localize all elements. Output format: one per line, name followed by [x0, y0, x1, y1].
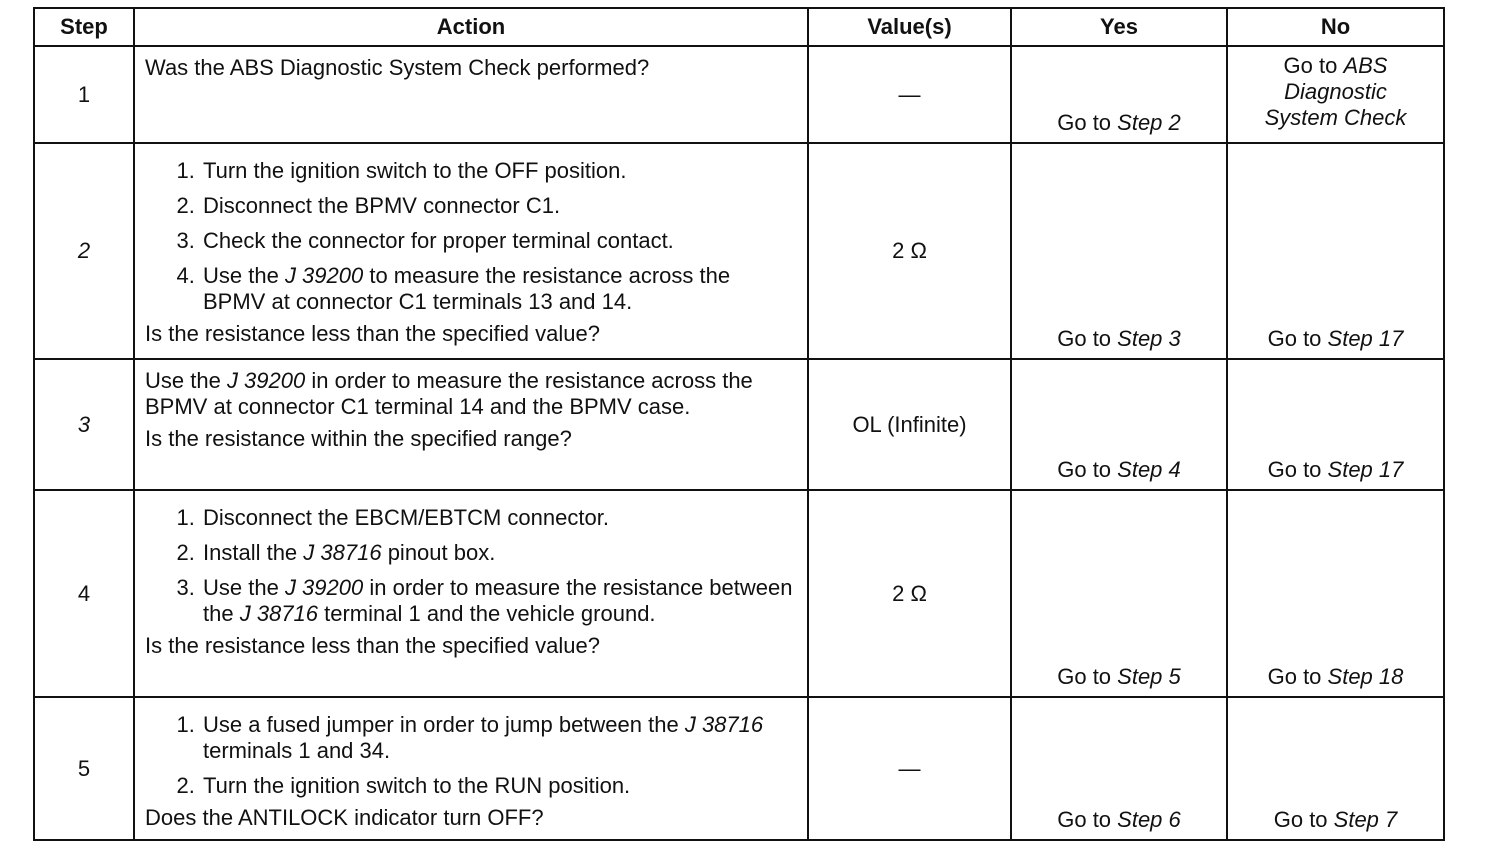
header-no: No [1227, 8, 1444, 46]
table-row [34, 697, 1444, 840]
no-cell [1227, 46, 1444, 143]
header-action: Action [134, 8, 808, 46]
yes-prefix: Go to [1057, 457, 1118, 482]
action-step-text: to measure the resistance across the BPMV at connector C1 terminals 13 and 14. [203, 263, 731, 314]
action-question: Is the resistance less than the specified value? [145, 321, 600, 346]
no-cell [1227, 490, 1444, 697]
no-prefix: Go to [1267, 457, 1328, 482]
no-target-link[interactable]: Step 17 [1327, 457, 1404, 482]
action-step: 2. Turn the ignition switch to the RUN position. [201, 773, 797, 799]
yes-prefix: Go to [1057, 326, 1118, 351]
action-step: 1. Disconnect the EBCM/EBTCM connector. [201, 505, 797, 531]
action-step: 1. Turn the ignition switch to the OFF position. [201, 158, 797, 184]
yes-cell [1011, 490, 1227, 697]
value-cell: OL (Infinite) [808, 359, 1011, 490]
action-step: 2. Disconnect the BPMV connector C1. [201, 193, 797, 219]
tool-reference: J 39200 [284, 575, 364, 600]
tool-reference: J 38716 [303, 540, 382, 565]
no-target-link-line3[interactable]: System Check [1264, 104, 1407, 130]
tool-reference: J 38716 [239, 601, 318, 626]
table-row [34, 490, 1444, 697]
yes-target-link[interactable]: Step 6 [1117, 807, 1181, 832]
action-cell [134, 359, 808, 490]
value-cell: — [808, 697, 1011, 840]
action-step-text: Use a fused jumper in order to jump between the [203, 712, 685, 737]
header-yes: Yes [1011, 8, 1227, 46]
action-cell [134, 490, 808, 697]
action-step-text: Use the [203, 575, 285, 600]
action-step [201, 540, 797, 566]
no-cell [1227, 359, 1444, 490]
action-question: Is the resistance less than the specified value? [145, 633, 600, 658]
no-prefix: Go to [1273, 807, 1334, 832]
action-step-text: terminals 1 and 34. [203, 738, 391, 763]
tool-reference: J 39200 [226, 368, 306, 393]
action-step-text: Install the [203, 540, 304, 565]
action-cell [134, 143, 808, 359]
table-row [34, 359, 1444, 490]
header-values: Value(s) [808, 8, 1011, 46]
action-text [145, 368, 797, 420]
step-number: 4 [34, 490, 134, 697]
no-target-link[interactable]: Step 18 [1327, 664, 1404, 689]
table-row [34, 143, 1444, 359]
yes-cell [1011, 359, 1227, 490]
step-number: 3 [34, 359, 134, 490]
no-prefix: Go to [1267, 326, 1328, 351]
action-question: Is the resistance within the specified range? [145, 426, 572, 451]
action-question: Does the ANTILOCK indicator turn OFF? [145, 805, 544, 830]
diagnostic-table [33, 7, 1445, 841]
yes-cell [1011, 697, 1227, 840]
action-cell [134, 46, 808, 143]
no-cell [1227, 143, 1444, 359]
yes-target-link[interactable]: Step 3 [1117, 326, 1181, 351]
no-target-link[interactable]: ABS [1343, 52, 1388, 78]
action-step [201, 712, 797, 764]
table-row [34, 46, 1444, 143]
action-step-text: pinout box. [381, 540, 496, 565]
yes-target-link[interactable]: Step 4 [1117, 457, 1181, 482]
value-cell: 2 Ω [808, 143, 1011, 359]
value-cell: — [808, 46, 1011, 143]
action-steps-list [145, 158, 797, 315]
step-number: 5 [34, 697, 134, 840]
step-number: 1 [34, 46, 134, 143]
yes-cell [1011, 46, 1227, 143]
action-steps-list [145, 505, 797, 627]
action-question: Was the ABS Diagnostic System Check performed? [145, 55, 650, 80]
yes-prefix: Go to [1057, 110, 1118, 135]
action-steps-list [145, 712, 797, 799]
yes-prefix: Go to [1057, 664, 1118, 689]
yes-prefix: Go to [1057, 807, 1118, 832]
action-step-text: Use the [203, 263, 285, 288]
value-cell: 2 Ω [808, 490, 1011, 697]
yes-cell [1011, 143, 1227, 359]
action-step [201, 575, 797, 627]
action-step: 3. Check the connector for proper terminal contact. [201, 228, 797, 254]
yes-target-link[interactable]: Step 5 [1117, 664, 1181, 689]
action-step [201, 263, 797, 315]
step-number: 2 [34, 143, 134, 359]
header-step: Step [34, 8, 134, 46]
no-target-link-line2[interactable]: Diagnostic [1284, 78, 1387, 104]
yes-target-link[interactable]: Step 2 [1117, 110, 1181, 135]
no-prefix: Go to [1283, 52, 1344, 78]
action-cell [134, 697, 808, 840]
header-row [34, 8, 1444, 46]
tool-reference: J 38716 [684, 712, 764, 737]
action-text-part: in order to measure the resistance across the BPMV at connector C1 terminal 14 and the BPMV case. [145, 368, 753, 419]
action-text-part: Use the [145, 368, 227, 393]
no-cell [1227, 697, 1444, 840]
no-target-link[interactable]: Step 17 [1327, 326, 1404, 351]
no-prefix: Go to [1267, 664, 1328, 689]
no-target-link[interactable]: Step 7 [1333, 807, 1398, 832]
action-step-text: in order to measure the resistance between the [203, 575, 793, 626]
action-step-text: terminal 1 and the vehicle ground. [318, 601, 656, 626]
tool-reference: J 39200 [284, 263, 364, 288]
